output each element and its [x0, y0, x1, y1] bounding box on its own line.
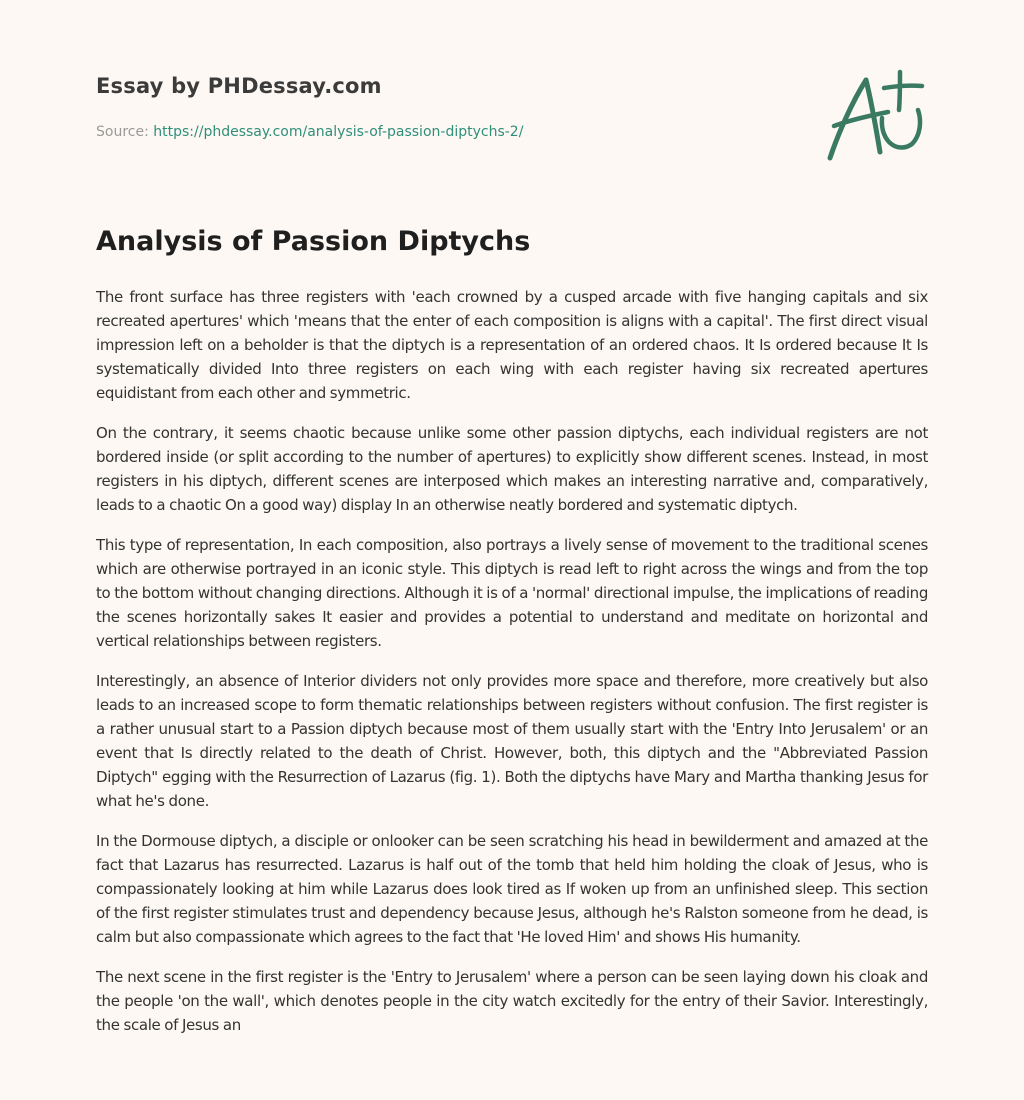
paragraph: On the contrary, it seems chaotic because unlike some other passion diptychs, each individual registers are not bordered inside (or split according to the number of apertures) to explicitly show different scenes. Instead, in most registers in his diptych, different scenes are interposed which makes an interesting narrative and, comparatively, leads to a chaotic On a good way) display In an otherwise neatly bordered and systematic diptych.	[96, 424, 928, 514]
paragraph: In the Dormouse diptych, a disciple or onlooker can be seen scratching his head in bewilderment and amazed at the fact that Lazarus has resurrected. Lazarus is half out of the tomb that held him holding the cloak of Jesus, who is compassionately looking at him while Lazarus does look tired as If woken up from an unfinished sleep. This section of the first register stimulates trust and dependency because Jesus, although he's Ralston someone from he dead, is calm but also compassionate which agrees to the fact that 'He loved Him' and shows His humanity.	[96, 832, 928, 946]
source-link[interactable]: https://phdessay.com/analysis-of-passion-diptychs-2/	[153, 124, 524, 140]
paragraph: This type of representation, In each composition, also portrays a lively sense of movement to the traditional scenes which are otherwise portrayed in an iconic style. This diptych is read left to right across the wings and from the top to the bottom without changing directions. Although it is of a 'normal' directional impulse, the implications of reading the scenes horizontally sakes It easier and provides a potential to understand and meditate on horizontal and vertical relationships between registers.	[96, 536, 928, 650]
source-line	[96, 124, 523, 140]
paragraph: The front surface has three registers with 'each crowned by a cusped arcade with five hanging capitals and six recreated apertures' which 'means that the enter of each composition is aligns with a capital'. The first direct visual impression left on a beholder is that the diptych is a representation of an ordered chaos. It Is ordered because It Is systematically divided Into three registers on each wing with each register having six recreated apertures equidistant from each other and symmetric.	[96, 288, 928, 402]
essay-body	[96, 285, 928, 1053]
site-brand: Essay by PHDessay.com	[96, 74, 382, 98]
paragraph: Interestingly, an absence of Interior dividers not only provides more space and therefore, more creatively but also leads to an increased scope to form thematic relationships between registers without confusion. The first register is a rather unusual start to a Passion diptych because most of them usually start with the 'Entry Into Jerusalem' or an event that Is directly related to the death of Christ. However, both, this diptych and the "Abbreviated Passion Diptych" egging with the Resurrection of Lazarus (fig. 1). Both the diptychs have Mary and Martha thanking Jesus for what he's done.	[96, 672, 928, 810]
essay-title: Analysis of Passion Diptychs	[96, 226, 531, 257]
a-plus-logo-icon	[820, 66, 928, 166]
source-label: Source:	[96, 124, 149, 140]
paragraph: The next scene in the first register is the 'Entry to Jerusalem' where a person can be seen laying down his cloak and the people 'on the wall', which denotes people in the city watch excitedly for the entry of their Savior. Interestingly, the scale of Jesus an	[96, 968, 928, 1034]
